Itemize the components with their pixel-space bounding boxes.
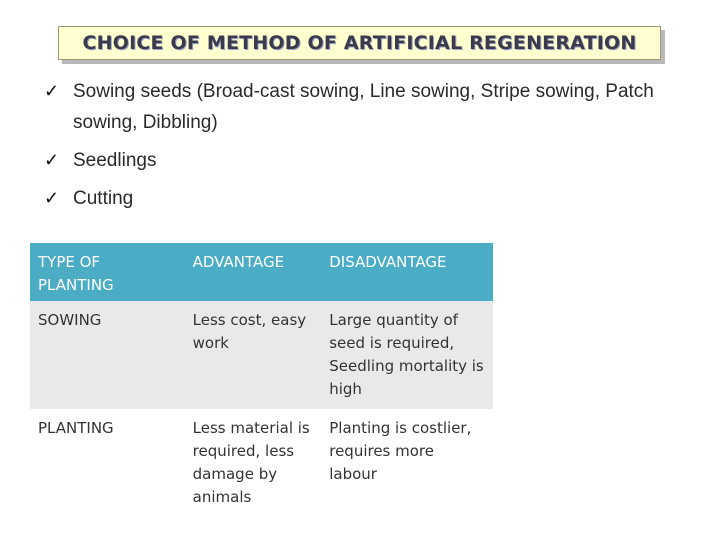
list-item <box>44 183 684 214</box>
table-cell: Planting is costlier, requires more labour <box>321 409 493 517</box>
column-header-type: TYPE OF PLANTING <box>30 243 185 301</box>
list-item-text: Seedlings <box>73 150 157 171</box>
checkmark-icon: ✓ <box>44 150 60 170</box>
checkmark-icon: ✓ <box>44 188 60 208</box>
slide-title-box <box>58 26 661 60</box>
table-row <box>30 409 493 517</box>
planting-comparison-table <box>30 243 493 517</box>
table-cell: Large quantity of seed is required, Seedling mortality is high <box>321 301 493 409</box>
table-cell: Less material is required, less damage by animals <box>185 409 322 517</box>
column-header-disadvantage: DISADVANTAGE <box>321 243 493 301</box>
list-item-text: Cutting <box>73 188 134 209</box>
list-item <box>44 76 684 138</box>
method-list <box>44 76 684 221</box>
table-cell: Less cost, easy work <box>185 301 322 409</box>
slide-title: CHOICE OF METHOD OF ARTIFICIAL REGENERATION <box>82 32 637 54</box>
table-cell: SOWING <box>30 301 185 409</box>
list-item <box>44 145 684 176</box>
table-row <box>30 301 493 409</box>
list-item-text: Sowing seeds (Broad-cast sowing, Line sowing, Stripe sowing, Patch sowing, Dibbling) <box>73 81 654 133</box>
column-header-advantage: ADVANTAGE <box>185 243 322 301</box>
table-cell: PLANTING <box>30 409 185 517</box>
checkmark-icon: ✓ <box>44 81 60 101</box>
table-header-row <box>30 243 493 301</box>
